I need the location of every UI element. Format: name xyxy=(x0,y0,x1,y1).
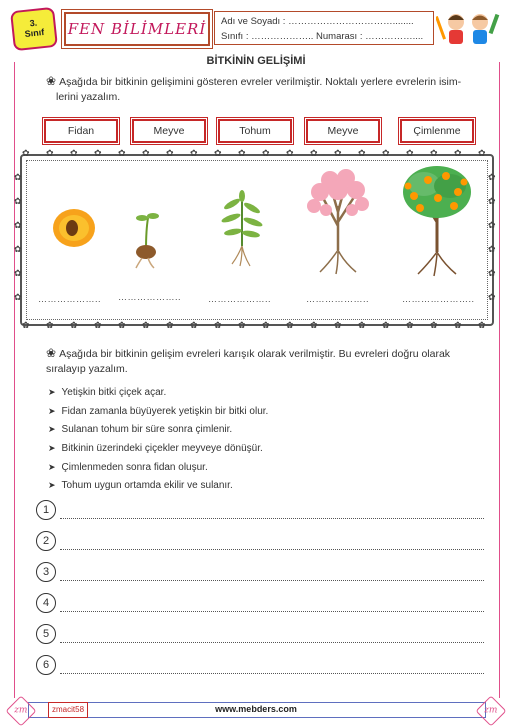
stage-answer-3[interactable]: ……………….. xyxy=(208,294,272,304)
answer-number-2: 2 xyxy=(36,531,56,551)
question-1-line2: lerini yazalım. xyxy=(56,91,121,103)
border-flower-icon: ✿ xyxy=(14,292,22,302)
answer-line-1[interactable] xyxy=(60,517,484,519)
fruit-tree-icon xyxy=(398,162,476,280)
border-flower-icon: ✿ xyxy=(14,244,22,254)
border-flower-icon: ✿ xyxy=(46,320,54,330)
grade-number: 3. xyxy=(29,17,38,29)
question-2-text xyxy=(46,346,496,377)
border-flower-icon: ✿ xyxy=(94,148,102,158)
list-item: ➤ Sulanan tohum bir süre sonra çimlenir. xyxy=(48,424,233,435)
answer-number-5: 5 xyxy=(36,624,56,644)
border-flower-icon: ✿ xyxy=(190,148,198,158)
border-flower-icon: ✿ xyxy=(286,148,294,158)
border-flower-icon: ✿ xyxy=(334,320,342,330)
list-item: ➤ Çimlenmeden sonra fidan oluşur. xyxy=(48,462,208,473)
answer-number-3: 3 xyxy=(36,562,56,582)
border-flower-icon: ✿ xyxy=(262,320,270,330)
border-flower-icon: ✿ xyxy=(406,320,414,330)
border-flower-icon: ✿ xyxy=(70,148,78,158)
border-flower-icon: ✿ xyxy=(22,148,30,158)
arrow-bullet-icon: ➤ xyxy=(48,443,56,453)
zm-logo-icon: zm xyxy=(475,695,506,726)
border-flower-icon: ✿ xyxy=(238,320,246,330)
border-flower-icon: ✿ xyxy=(488,172,496,182)
question-1-text xyxy=(46,74,496,105)
border-flower-icon: ✿ xyxy=(478,148,486,158)
stage-label-meyve-1: Meyve xyxy=(132,119,206,143)
border-flower-icon: ✿ xyxy=(14,172,22,182)
page-title: BİTKİNİN GELİŞİMİ xyxy=(206,55,306,67)
border-flower-icon: ✿ xyxy=(488,220,496,230)
flower-bullet-icon: ❀ xyxy=(46,346,57,360)
grade-badge xyxy=(10,7,58,51)
border-flower-icon: ✿ xyxy=(142,148,150,158)
border-flower-icon: ✿ xyxy=(22,320,30,330)
stage-label-tohum: Tohum xyxy=(218,119,292,143)
flowering-tree-icon xyxy=(300,166,376,278)
stage-label-cimlenme: Çimlenme xyxy=(400,119,474,143)
list-item: ➤ Yetişkin bitki çiçek açar. xyxy=(48,387,167,398)
grade-label: Sınıf xyxy=(24,26,45,39)
border-flower-icon: ✿ xyxy=(238,148,246,158)
border-flower-icon: ✿ xyxy=(382,320,390,330)
question-2-line2: sıralayıp yazalım. xyxy=(46,363,128,375)
border-flower-icon: ✿ xyxy=(488,292,496,302)
border-flower-icon: ✿ xyxy=(14,268,22,278)
seed-fruit-icon xyxy=(50,206,98,250)
border-flower-icon: ✿ xyxy=(46,148,54,158)
border-flower-icon: ✿ xyxy=(488,244,496,254)
border-flower-icon: ✿ xyxy=(454,148,462,158)
student-info-box xyxy=(214,11,434,45)
border-flower-icon: ✿ xyxy=(406,148,414,158)
border-flower-icon: ✿ xyxy=(94,320,102,330)
border-flower-icon: ✿ xyxy=(118,148,126,158)
stage-label-fidan: Fidan xyxy=(44,119,118,143)
border-flower-icon: ✿ xyxy=(334,148,342,158)
border-flower-icon: ✿ xyxy=(430,148,438,158)
border-flower-icon: ✿ xyxy=(118,320,126,330)
name-field: Adı ve Soyadı : ……………………………........ xyxy=(221,16,414,27)
answer-line-4[interactable] xyxy=(60,610,484,612)
border-flower-icon: ✿ xyxy=(478,320,486,330)
border-flower-icon: ✿ xyxy=(310,148,318,158)
border-flower-icon: ✿ xyxy=(214,148,222,158)
zm-logo-icon: zm xyxy=(5,695,36,726)
flower-bullet-icon: ❀ xyxy=(46,74,57,88)
border-flower-icon: ✿ xyxy=(286,320,294,330)
arrow-bullet-icon: ➤ xyxy=(48,387,56,397)
list-item: ➤ Fidan zamanla büyüyerek yetişkin bir bitki olur. xyxy=(48,406,269,417)
stage-answer-4[interactable]: ……………….. xyxy=(306,294,370,304)
stage-answer-2[interactable]: ……………….. xyxy=(118,292,182,302)
border-flower-icon: ✿ xyxy=(14,196,22,206)
answer-line-3[interactable] xyxy=(60,579,484,581)
border-flower-icon: ✿ xyxy=(430,320,438,330)
germinating-seed-icon xyxy=(128,210,164,270)
border-flower-icon: ✿ xyxy=(382,148,390,158)
answer-line-6[interactable] xyxy=(60,672,484,674)
answer-number-1: 1 xyxy=(36,500,56,520)
list-item: ➤ Bitkinin üzerindeki çiçekler meyveye dönüşür. xyxy=(48,443,263,454)
border-flower-icon: ✿ xyxy=(262,148,270,158)
arrow-bullet-icon: ➤ xyxy=(48,462,56,472)
children-illustration-icon xyxy=(436,8,500,48)
border-flower-icon: ✿ xyxy=(488,268,496,278)
answer-number-4: 4 xyxy=(36,593,56,613)
arrow-bullet-icon: ➤ xyxy=(48,424,56,434)
border-flower-icon: ✿ xyxy=(358,148,366,158)
border-flower-icon: ✿ xyxy=(214,320,222,330)
border-flower-icon: ✿ xyxy=(488,196,496,206)
border-flower-icon: ✿ xyxy=(14,220,22,230)
border-flower-icon: ✿ xyxy=(310,320,318,330)
stage-answer-1[interactable]: ……………….. xyxy=(38,294,102,304)
seedling-icon xyxy=(218,190,266,268)
footer-tag: zmacit58 xyxy=(48,702,88,718)
answer-line-2[interactable] xyxy=(60,548,484,550)
arrow-bullet-icon: ➤ xyxy=(48,406,56,416)
subject-title: FEN BİLİMLERİ xyxy=(64,12,210,46)
border-flower-icon: ✿ xyxy=(166,148,174,158)
border-flower-icon: ✿ xyxy=(358,320,366,330)
class-field: Sınıfı : ……………….. Numarası : …………….... xyxy=(221,31,424,42)
question-1-line1: Aşağıda bir bitkinin gelişimini gösteren evreler verilmiştir. Noktalı yerlere evrelerin isim- xyxy=(59,76,462,88)
stage-answer-5[interactable]: ………………….. xyxy=(402,294,475,304)
arrow-bullet-icon: ➤ xyxy=(48,480,56,490)
stage-label-meyve-2: Meyve xyxy=(306,119,380,143)
footer-url[interactable]: www.mebders.com xyxy=(215,704,297,714)
border-flower-icon: ✿ xyxy=(454,320,462,330)
answer-number-6: 6 xyxy=(36,655,56,675)
list-item: ➤ Tohum uygun ortamda ekilir ve sulanır. xyxy=(48,480,233,491)
border-flower-icon: ✿ xyxy=(166,320,174,330)
answer-line-5[interactable] xyxy=(60,641,484,643)
border-flower-icon: ✿ xyxy=(190,320,198,330)
question-2-line1: Aşağıda bir bitkinin gelişim evreleri karışık olarak verilmiştir. Bu evreleri doğru olarak xyxy=(59,348,451,360)
border-flower-icon: ✿ xyxy=(70,320,78,330)
border-flower-icon: ✿ xyxy=(142,320,150,330)
